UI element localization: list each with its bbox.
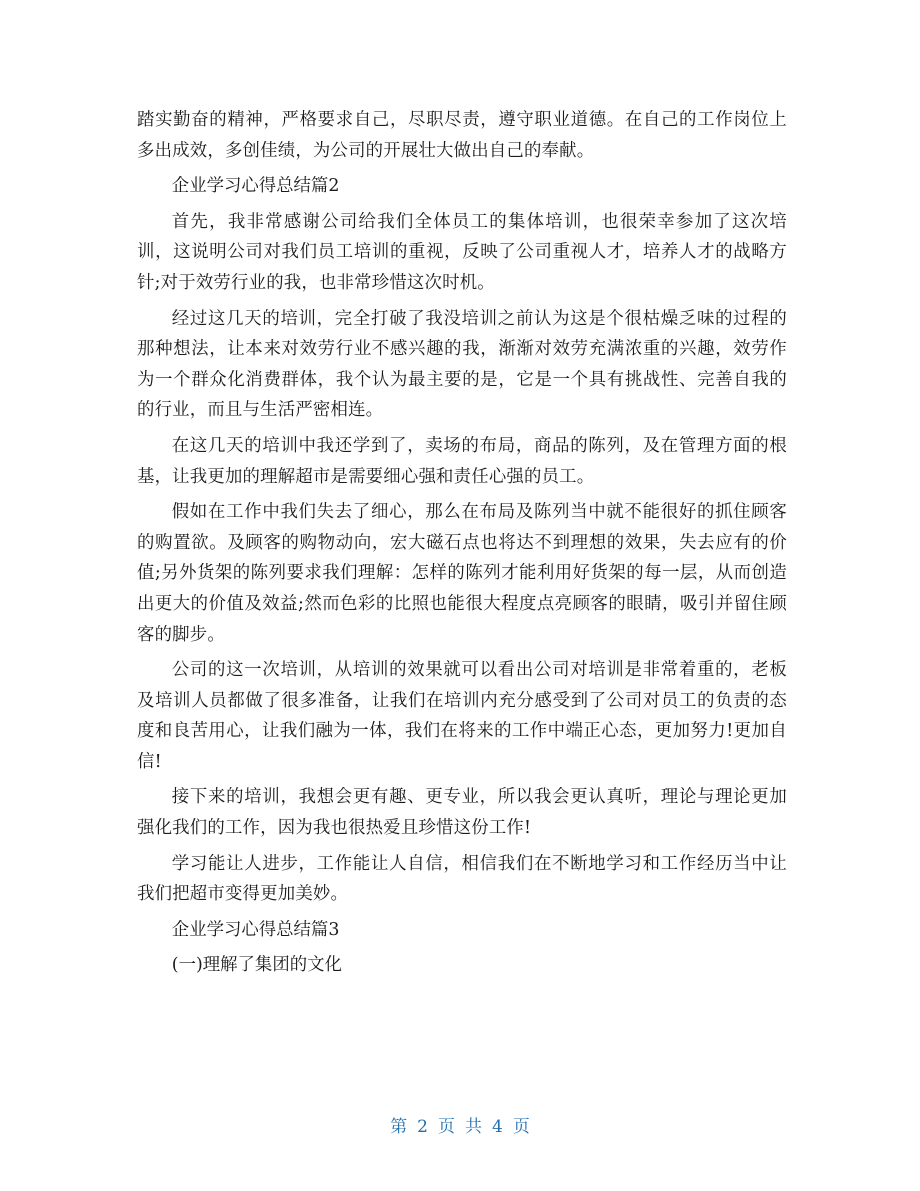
section-heading-2: 企业学习心得总结篇2	[171, 176, 340, 197]
paragraph-1: 踏实勤奋的精神，严格要求自己，尽职尽责，遵守职业道德。在自己的工作岗位上多出成效，多创佳绩，为公司的开展壮大做出自己的奉献。	[137, 110, 787, 161]
footer-label-suffix: 页	[512, 1117, 530, 1137]
footer-current-page: 2	[417, 1117, 428, 1137]
page-footer	[0, 1112, 920, 1137]
footer-label-prefix: 第	[390, 1117, 408, 1137]
paragraph-8: 学习能让人进步，工作能让人自信，相信我们在不断地学习和工作经历当中让我们把超市变得更加美妙。	[137, 853, 787, 905]
document-body	[137, 105, 787, 981]
paragraph-4: 在这几天的培训中我还学到了，卖场的布局，商品的陈列，及在管理方面的根基，让我更加的理解超市是需要细心强和责任心强的员工。	[137, 435, 787, 487]
section-heading-3: 企业学习心得总结篇3	[171, 919, 340, 940]
paragraph-6: 公司的这一次培训，从培训的效果就可以看出公司对培训是非常着重的，老板及培训人员都做了很多准备，让我们在培训内充分感受到了公司对员工的负责的态度和良苦用心，让我们融为一体，我们在将来的工作中端正心态，更加努力!更加自信!	[137, 660, 787, 772]
footer-label-total: 共	[465, 1117, 482, 1137]
paragraph-2: 首先，我非常感谢公司给我们全体员工的集体培训，也很荣幸参加了这次培训，这说明公司对我们员工培训的重视，反映了公司重视人才，培养人才的战略方针;对于效劳行业的我，也非常珍惜这次时机。	[137, 211, 787, 293]
paragraph-3: 经过这几天的培训，完全打破了我没培训之前认为这是个很枯燥乏味的过程的那种想法，让本来对效劳行业不感兴趣的我，渐渐对效劳充满浓重的兴趣，效劳作为一个群众化消费群体，我个认为最主要的是，它是一个具有挑战性、完善自我的的行业，而且与生活严密相连。	[137, 308, 787, 421]
footer-label-page: 页	[438, 1117, 455, 1137]
footer-total-pages: 4	[492, 1117, 503, 1137]
paragraph-7: 接下来的培训，我想会更有趣、更专业，所以我会更认真听，理论与理论更加强化我们的工作，因为我也很热爱且珍惜这份工作!	[137, 787, 787, 839]
paragraph-5: 假如在工作中我们失去了细心，那么在布局及陈列当中就不能很好的抓住顾客的购置欲。及顾客的购物动向，宏大磁石点也将达不到理想的效果，失去应有的价值;另外货架的陈列要求我们理解：怎样的陈列才能利用好货架的每一层，从而创造出更大的价值及效益;然而色彩的比照也能很大程度点亮顾客的眼睛，吸引并留住顾客的脚步。	[137, 502, 787, 645]
subsection-heading-1: (一)理解了集团的文化	[171, 955, 342, 976]
